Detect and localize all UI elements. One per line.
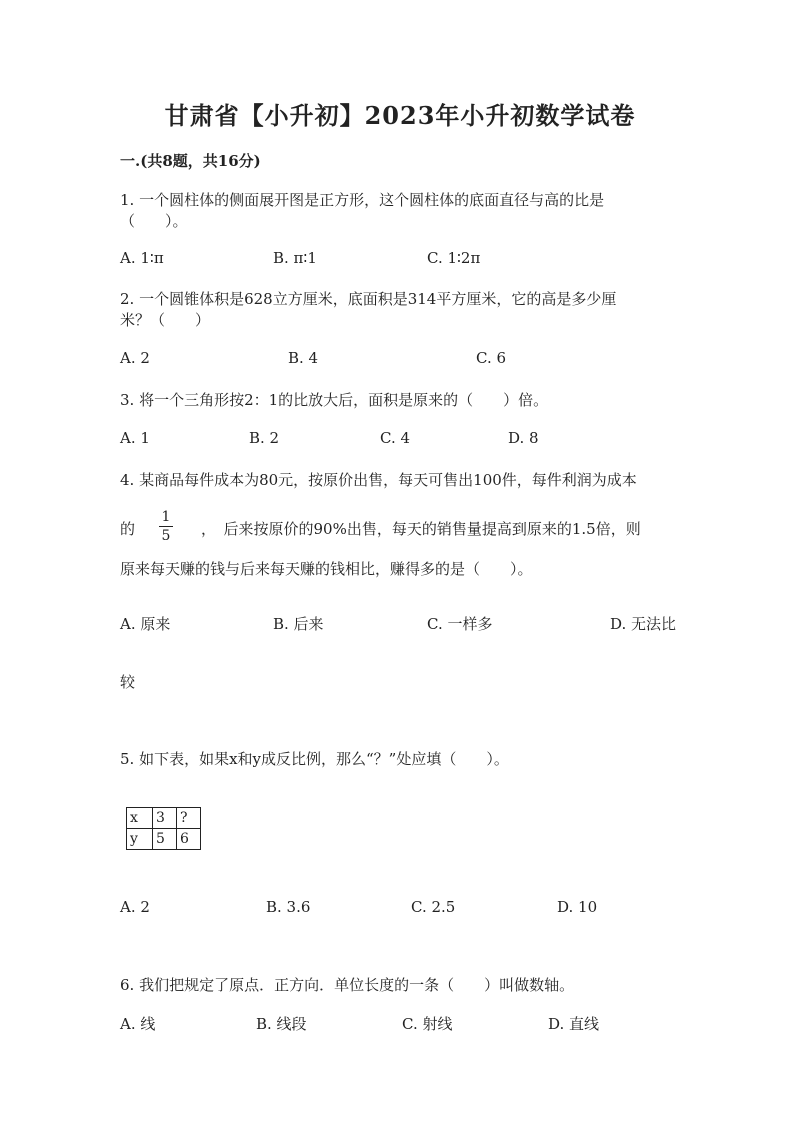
question-5-option-a: A. 2	[120, 898, 150, 916]
table-cell: 3	[153, 808, 177, 829]
question-4-option-b: B. 后来	[273, 615, 324, 633]
section-heading: 一.(共8题，共16分)	[120, 152, 261, 170]
question-6-option-b: B. 线段	[256, 1015, 307, 1033]
table-cell: y	[127, 829, 153, 850]
question-2-option-a: A. 2	[120, 349, 150, 367]
fraction-numerator: 1	[161, 509, 171, 525]
table-cell: 6	[177, 829, 201, 850]
table-cell: x	[127, 808, 153, 829]
question-5-option-d: D. 10	[557, 898, 598, 916]
question-6-text: 6. 我们把规定了原点．正方向．单位长度的一条（ ）叫做数轴。	[120, 976, 575, 994]
question-4-text-cont2: 原来每天赚的钱与后来每天赚的钱相比，赚得多的是（ ）。	[120, 560, 533, 578]
question-5-option-b: B. 3.6	[266, 898, 311, 916]
question-2-text: 2. 一个圆锥体积是628立方厘米，底面积是314平方厘米，它的高是多少厘	[120, 290, 617, 308]
question-4-text-de: 的	[120, 520, 136, 538]
question-3-option-b: B. 2	[249, 429, 280, 447]
page-title: 甘肃省【小升初】2023年小升初数学试卷	[164, 101, 636, 130]
question-1-text-cont: （ ）。	[120, 212, 188, 230]
question-2-option-b: B. 4	[288, 349, 319, 367]
fraction-denominator: 5	[161, 528, 171, 544]
question-5-text: 5. 如下表，如果x和y成反比例，那么“？”处应填（ ）。	[120, 750, 509, 768]
question-2-text-cont: 米？（ ）	[120, 311, 211, 329]
question-1-text: 1. 一个圆柱体的侧面展开图是正方形，这个圆柱体的底面直径与高的比是	[120, 191, 605, 209]
question-3-text: 3. 将一个三角形按2：1的比放大后，面积是原来的（ ）倍。	[120, 391, 549, 409]
question-2-option-c: C. 6	[476, 349, 507, 367]
fraction-bar	[159, 526, 173, 527]
question-4-option-d: D. 无法比	[610, 615, 677, 633]
question-4-option-a: A. 原来	[120, 615, 171, 633]
question-4-option-d-wrap: 较	[120, 673, 136, 691]
question-4-text: 4. 某商品每件成本为80元，按原价出售，每天可售出100件，每件利润为成本	[120, 471, 637, 489]
question-3-option-d: D. 8	[508, 429, 539, 447]
xy-table	[126, 807, 201, 850]
question-1-option-c: C. 1∶2π	[427, 249, 481, 267]
question-5-option-c: C. 2.5	[411, 898, 456, 916]
question-1-option-b: B. π∶1	[273, 249, 317, 267]
question-6-option-d: D. 直线	[548, 1015, 600, 1033]
question-6-option-a: A. 线	[120, 1015, 156, 1033]
question-4-text-cont: ， 后来按原价的90%出售，每天的销售量提高到原来的1.5倍，则	[201, 520, 641, 538]
table-cell: ?	[177, 808, 201, 829]
question-6-option-c: C. 射线	[402, 1015, 453, 1033]
table-row	[127, 808, 201, 829]
question-4-option-c: C. 一样多	[427, 615, 493, 633]
question-3-option-a: A. 1	[120, 429, 150, 447]
question-1-option-a: A. 1∶π	[120, 249, 164, 267]
fraction-one-fifth	[159, 509, 173, 544]
question-3-option-c: C. 4	[380, 429, 411, 447]
table-row	[127, 829, 201, 850]
table-cell: 5	[153, 829, 177, 850]
